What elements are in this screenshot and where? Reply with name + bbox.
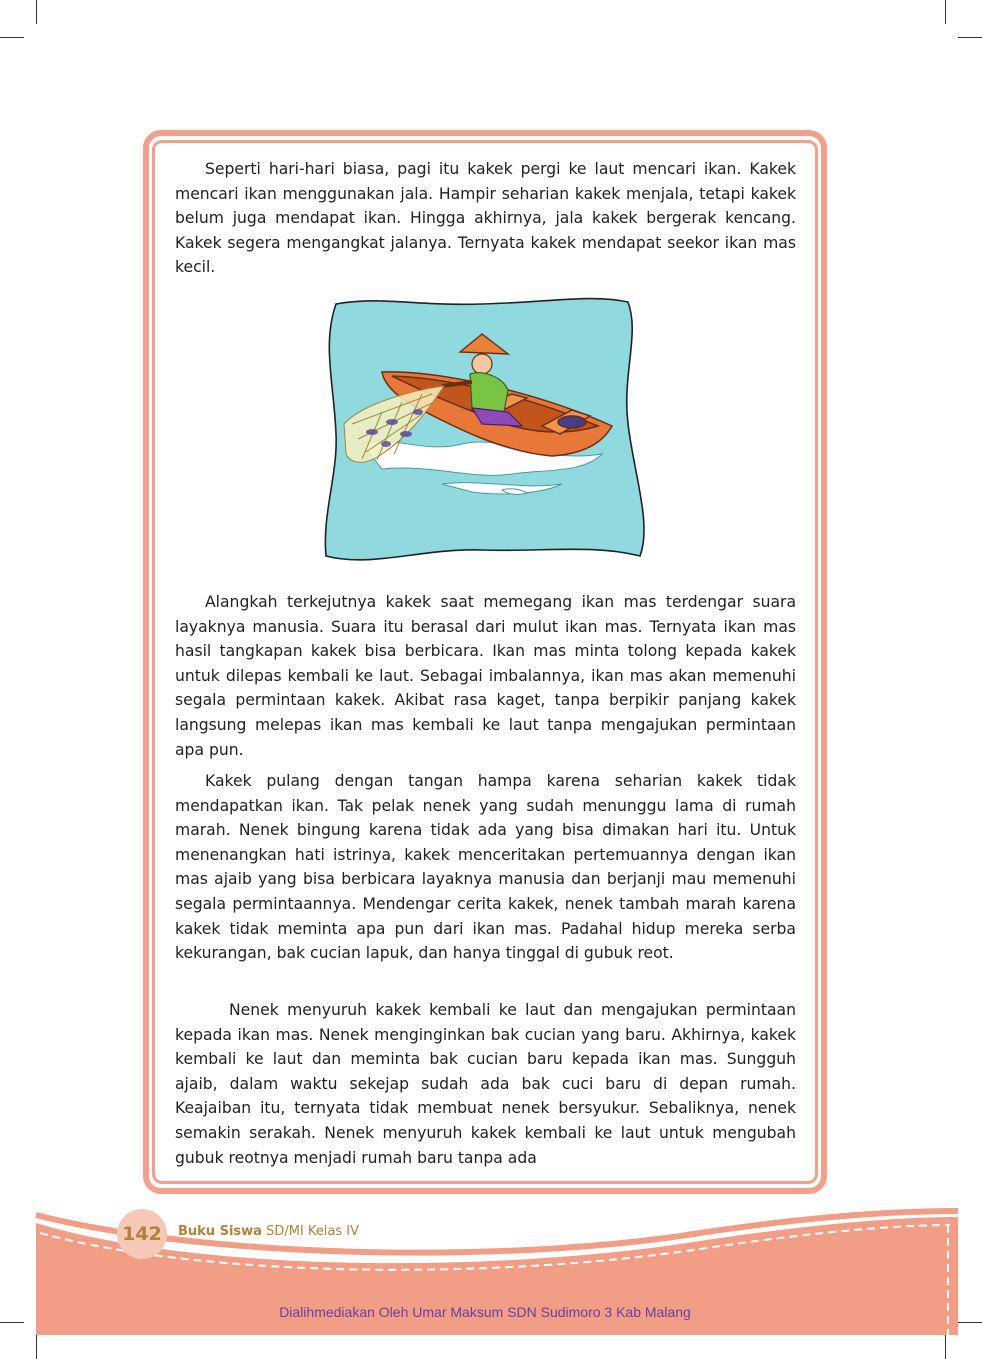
story-paragraph-4: Nenek menyuruh kakek kembali ke laut dan mengajukan permintaan kepada ikan mas. Nenek menginginkan bak cucian yang baru. Akhirnya, kakek kembali ke laut dan meminta bak cucian baru kepada ikan mas. Sungguh ajaib, dalam waktu sekejap sudah ada bak cuci baru di depan rumah. Keajaiban itu, ternyata tidak membuat nenek bersyukur. Sebaliknya, nenek semakin serakah. Nenek menyuruh kakek kembali ke laut untuk mengubah gubuk reotnya menjadi rumah baru tanpa ada bbox=[175, 1001, 796, 1167]
story-paragraph-2: Alangkah terkejutnya kakek saat memegang ikan mas terdengar suara layaknya manusia. Suara itu berasal dari mulut ikan mas. Ternyata ikan mas hasil tangkapan kakek bisa berbicara. Ikan mas minta tolong kepada kakek untuk dilepas kembali ke laut. Sebagai imbalannya, ikan mas akan memenuhi segala permintaan kakek. Akibat rasa kaget, tanpa berpikir panjang kakek langsung melepas ikan mas kembali ke laut tanpa mengajukan permintaan apa pun. bbox=[175, 593, 796, 759]
page-number: 142 bbox=[117, 1209, 167, 1259]
crop-mark bbox=[945, 0, 946, 24]
story-paragraph-3: Kakek pulang dengan tangan hampa karena seharian kakek tidak mendapatkan ikan. Tak pelak nenek yang sudah menunggu lama di rumah marah. Nenek bingung karena tidak ada yang bisa dimakan hari itu. Untuk menenangkan hati istrinya, kakek menceritakan pertemuannya dengan ikan mas ajaib yang bisa berbicara layaknya manusia dan berjanji mau memenuhi segala permintaannya. Mendengar cerita kakek, nenek tambah marah karena kakek tidak meminta apa pun dari ikan mas. Padahal hidup mereka serba kekurangan, bak cucian lapuk, dan hanya tinggal di gubuk reot. bbox=[175, 772, 796, 963]
story-paragraph-1: Seperti hari-hari biasa, pagi itu kakek pergi ke laut mencari ikan. Kakek mencari ikan menggunakan jala. Hampir seharian kakek menjala, tetapi kakek belum juga mendapat ikan. Hingga akhirnya, jala kakek bergerak kencang. Kakek segera mengangkat jalanya. Ternyata kakek mendapat seekor ikan mas kecil. bbox=[175, 160, 796, 277]
crop-mark bbox=[958, 37, 982, 38]
credit-line: Dialihmediakan Oleh Umar Maksum SDN Sudimoro 3 Kab Malang bbox=[279, 1304, 691, 1320]
crop-mark bbox=[0, 37, 24, 38]
book-title-bold: Buku Siswa bbox=[178, 1224, 262, 1239]
crop-mark bbox=[36, 0, 37, 24]
fisherman-boat-illustration bbox=[322, 294, 646, 566]
book-title-rest: SD/MI Kelas IV bbox=[266, 1224, 359, 1239]
book-title bbox=[178, 1224, 359, 1239]
